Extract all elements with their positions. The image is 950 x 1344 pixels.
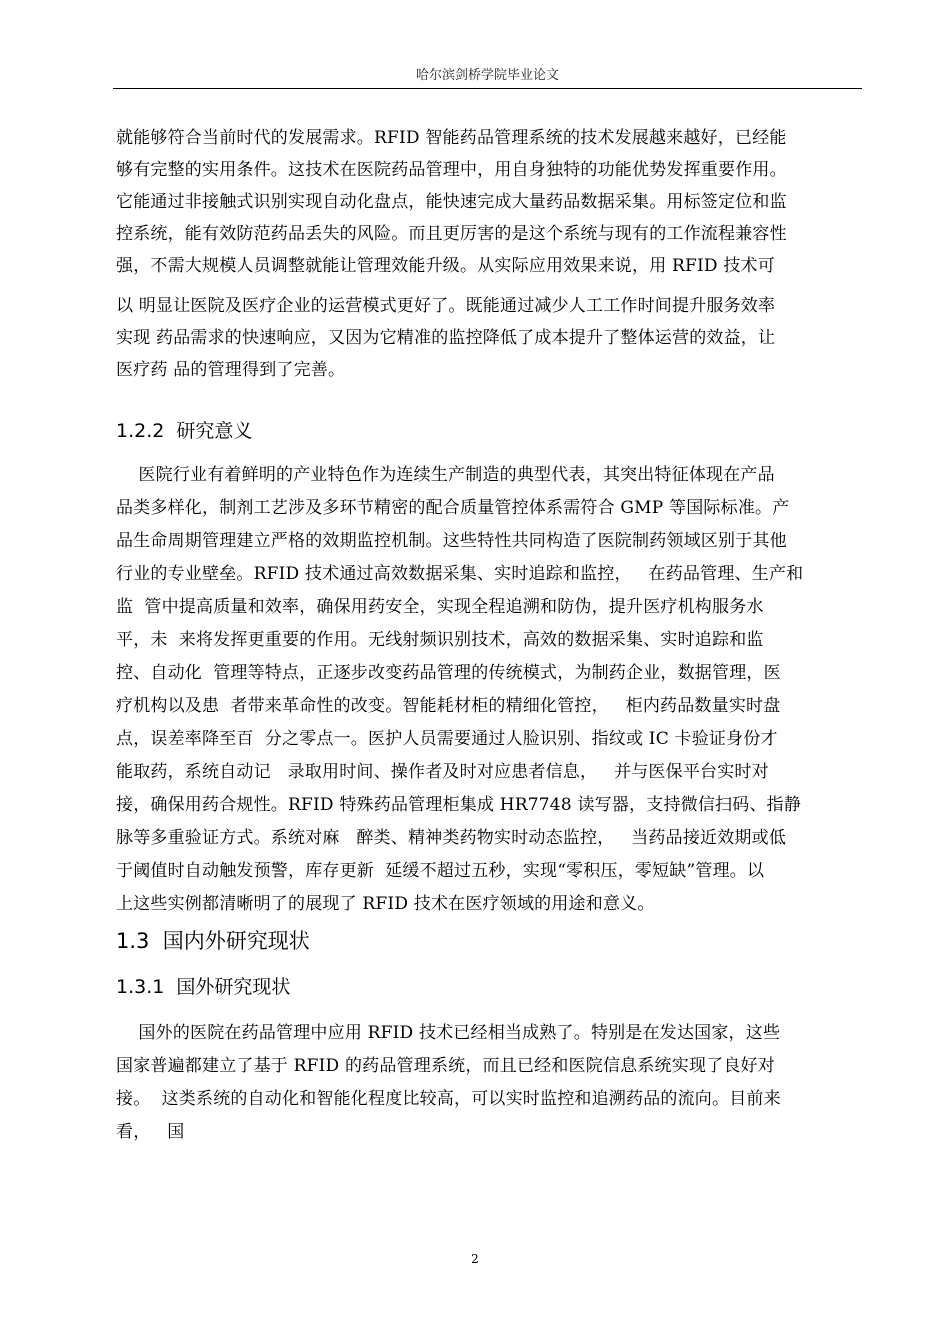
header-rule [113,88,862,89]
paragraph-line: 国外的医院在药品管理中应用 RFID 技术已经相当成熟了。特别是在发达国家，这些 [116,1023,781,1043]
section-heading-1-3-1: 1.3.1 国外研究现状 [116,976,291,998]
paragraph-line: 国家普遍都建立了基于 RFID 的药品管理系统，而且已经和医院信息系统实现了良好对 [116,1056,775,1076]
paragraph-line: 接。 这类系统的自动化和智能化程度比较高，可以实时监控和追溯药品的流向。目前来 [116,1089,781,1109]
paragraph-line: 就能够符合当前时代的发展需求。RFID 智能药品管理系统的技术发展越来越好，已经能 [116,128,787,148]
page-header: 哈尔滨剑桥学院毕业论文 [415,68,559,83]
paragraph-line: 平，未 来将发挥更重要的作用。无线射频识别技术，高效的数据采集、实时追踪和监 [116,630,764,650]
paragraph-line: 强，不需大规模人员调整就能让管理效能升级。从实际应用效果来说，用 RFID 技术可 [116,256,775,276]
paragraph-line: 实现 药品需求的快速响应，又因为它精准的监控降低了成本提升了整体运营的效益，让 [116,328,776,348]
paragraph-line: 疗机构以及患 者带来革命性的改变。智能耗材柜的精细化管控， 柜内药品数量实时盘 [116,696,781,716]
paragraph-line: 上这些实例都清晰明了的展现了 RFID 技术在医疗领域的用途和意义。 [116,894,655,914]
page-number: 2 [471,1252,479,1266]
paragraph-line: 品类多样化，制剂工艺涉及多环节精密的配合质量管控体系需符合 GMP 等国际标准。产 [116,498,790,518]
paragraph-line: 能取药，系统自动记 录取用时间、操作者及时对应患者信息， 并与医保平台实时对 [116,762,769,782]
section-heading-1-2-2: 1.2.2 研究意义 [116,420,253,442]
paragraph-line: 监 管中提高质量和效率，确保用药安全，实现全程追溯和防伪，提升医疗机构服务水 [116,597,764,617]
paragraph-line: 行业的专业壁垒。RFID 技术通过高效数据采集、实时追踪和监控， 在药品管理、生产和 [116,564,804,584]
paragraph-line: 脉等多重验证方式。系统对麻 醉类、精神类药物实时动态监控， 当药品接近效期或低 [116,828,787,848]
paragraph-line: 它能通过非接触式识别实现自动化盘点，能快速完成大量药品数据采集。用标签定位和监 [116,192,787,212]
paragraph-line: 以 明显让医院及医疗企业的运营模式更好了。既能通过减少人工工作时间提升服务效率 [116,296,776,316]
paragraph-line: 控、自动化 管理等特点，正逐步改变药品管理的传统模式，为制药企业，数据管理，医 [116,663,781,683]
paragraph-line: 点，误差率降至百 分之零点一。医护人员需要通过人脸识别、指纹或 IC 卡验证身份才 [116,729,778,749]
paragraph-line: 看， 国 [116,1122,185,1142]
paragraph-line: 品生命周期管理建立严格的效期监控机制。这些特性共同构造了医院制药领域区别于其他 [116,531,787,551]
paragraph-line: 医疗药 品的管理得到了完善。 [116,360,346,380]
paragraph-line: 医院行业有着鲜明的产业特色作为连续生产制造的典型代表，其突出特征体现在产品 [116,465,775,485]
paragraph-line: 够有完整的实用条件。这技术在医院药品管理中，用自身独特的功能优势发挥重要作用。 [116,160,787,180]
paragraph-line: 控系统，能有效防范药品丢失的风险。而且更厉害的是这个系统与现有的工作流程兼容性 [116,224,787,244]
paragraph-line: 于阈值时自动触发预警，库存更新 延缓不超过五秒，实现“零积压，零短缺”管理。以 [116,861,765,881]
paragraph-line: 接，确保用药合规性。RFID 特殊药品管理柜集成 HR7748 读写器，支持微信扫码、指静 [116,795,802,815]
section-heading-1-3: 1.3 国内外研究现状 [116,929,310,953]
